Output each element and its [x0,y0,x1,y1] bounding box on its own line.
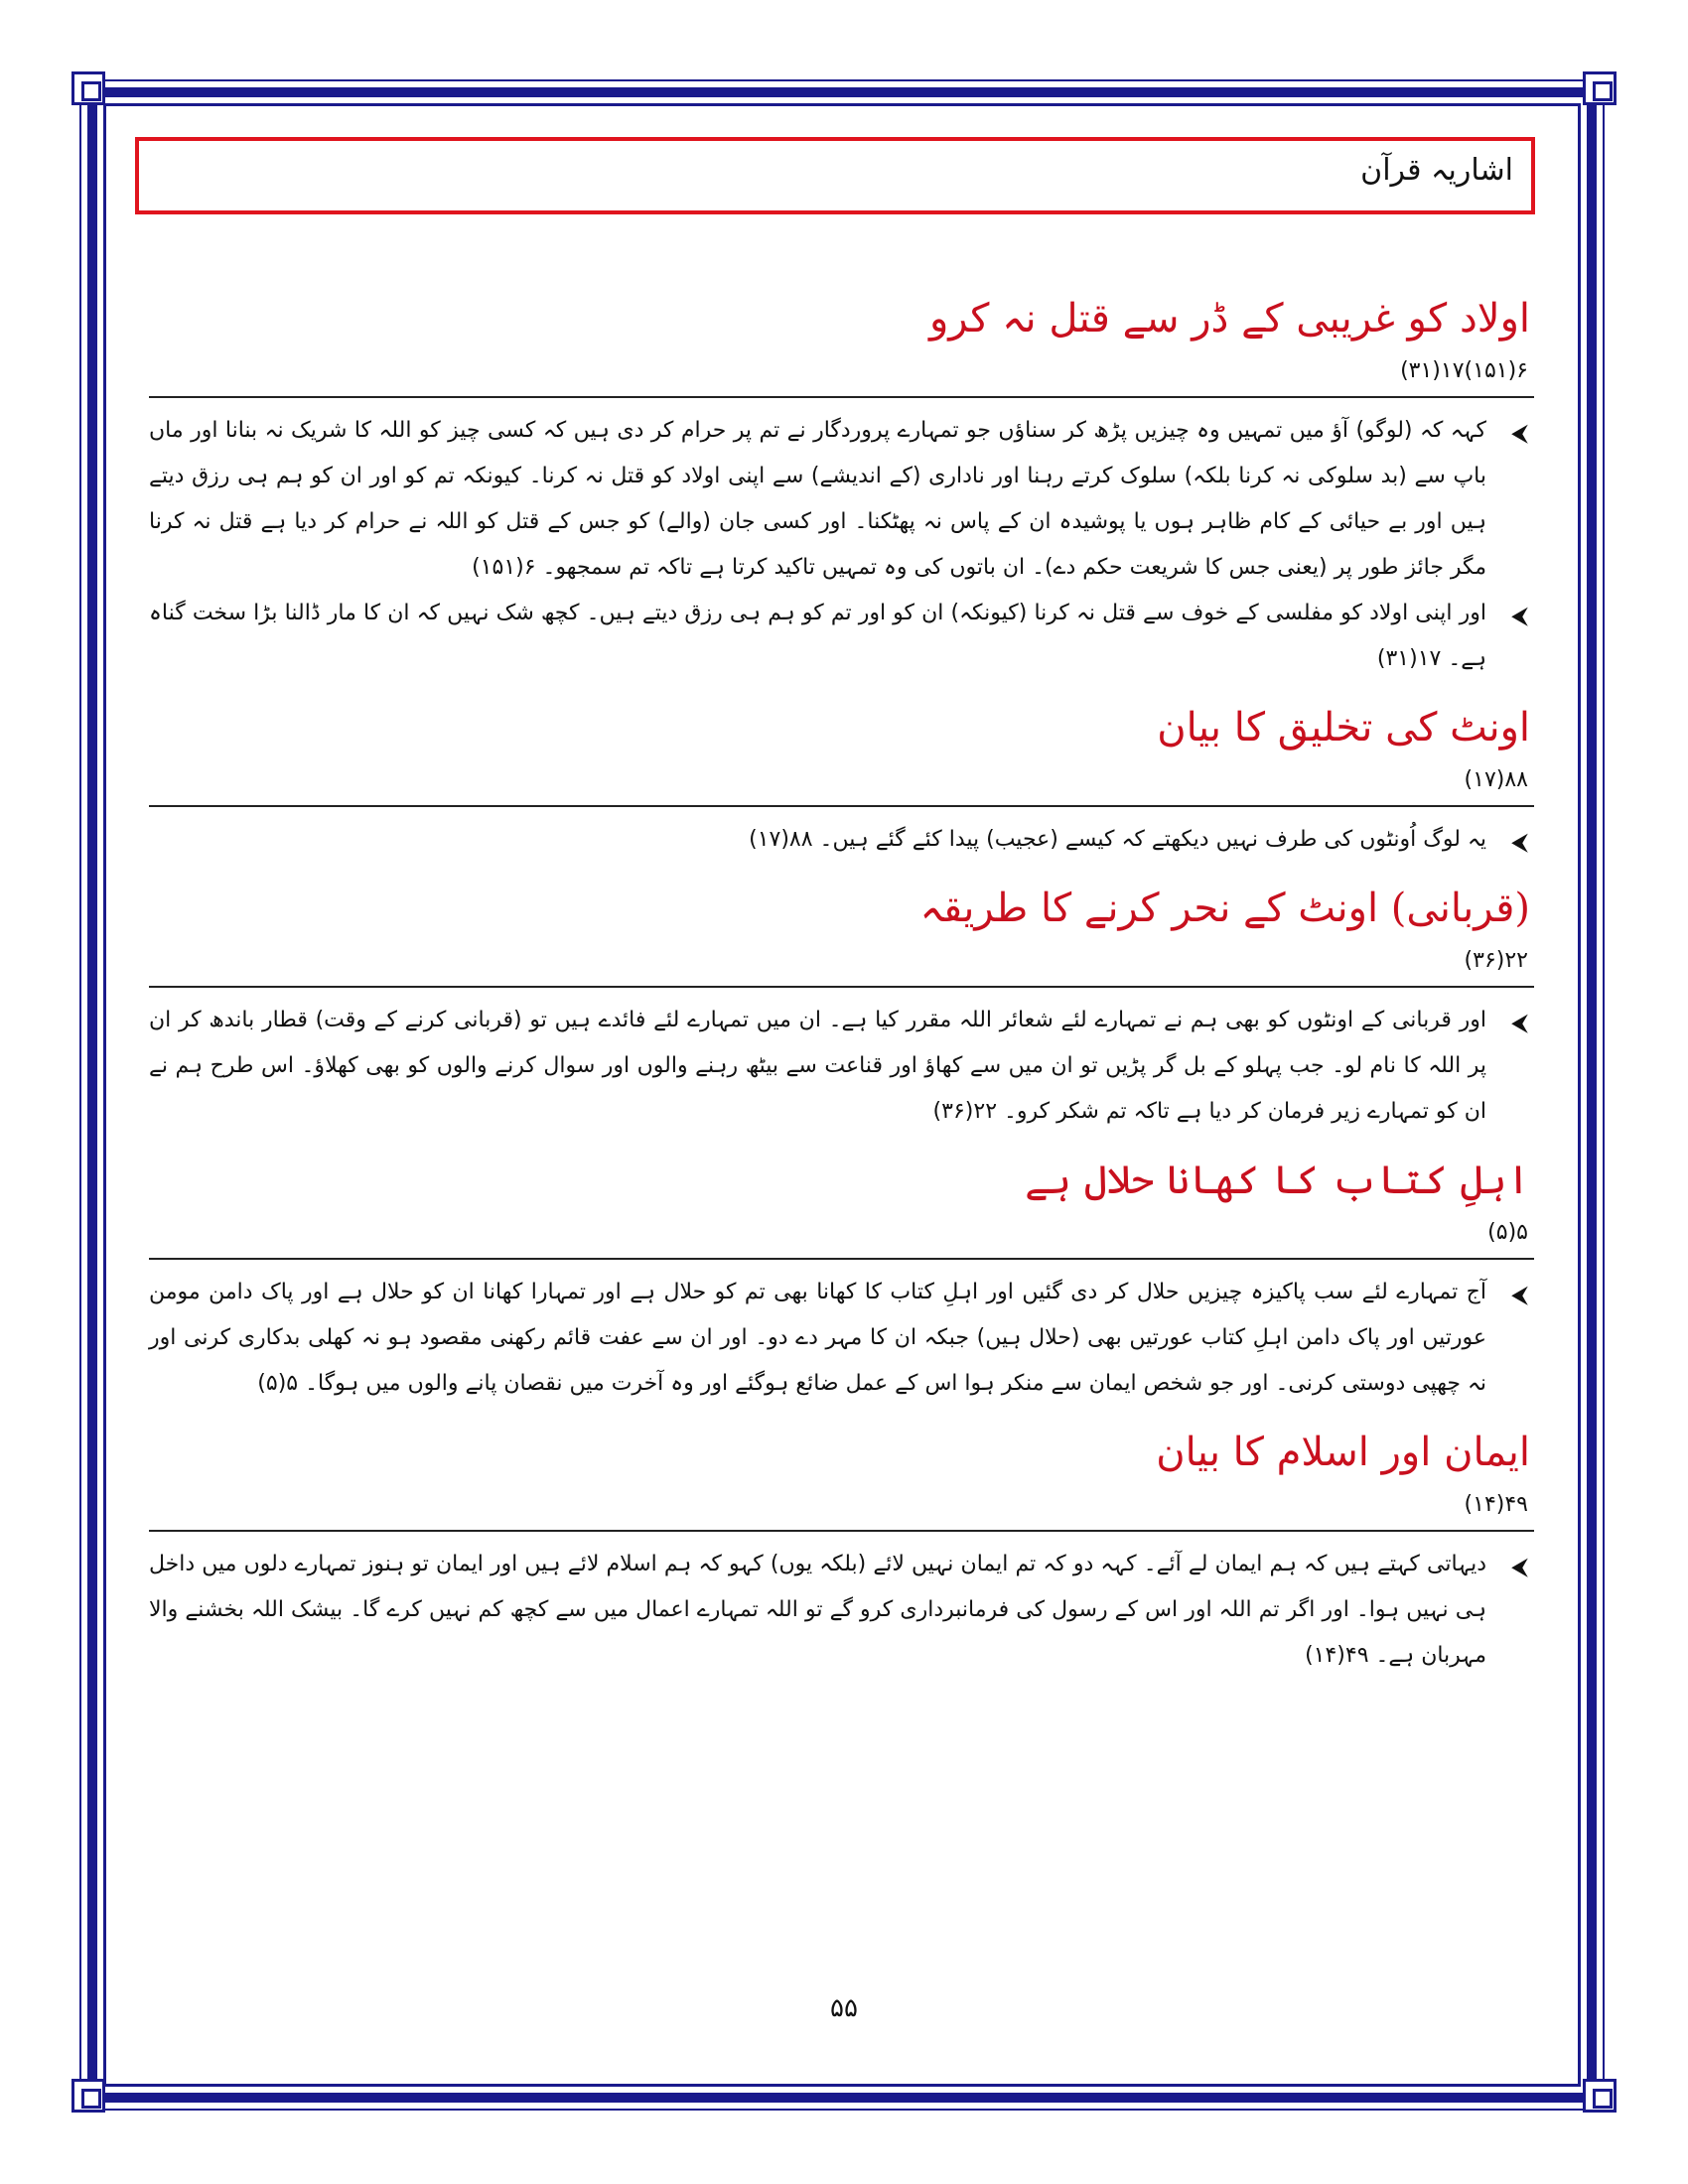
section-title: (قربانی) اونٹ کے نحر کرنے کا طریقہ [919,886,1530,931]
corner-ornament-top-left [71,71,105,105]
section-divider [149,986,1534,988]
section-divider [149,805,1534,807]
section [149,1417,1534,1679]
section-title: اہلِ کتاب کا کھانا حلال ہے [1025,1158,1530,1203]
verse-item [149,1542,1534,1679]
section-reference: ۶(۱۵۱)۱۷(۳۱) [1400,358,1528,383]
section-title: ایمان اور اسلام کا بیان [1156,1430,1530,1475]
section-reference: ۵(۵) [1487,1220,1528,1245]
section-divider [149,1258,1534,1260]
arrow-bullet-icon: ⮜ [1510,602,1528,629]
corner-ornament-bottom-left [71,2079,105,2113]
verse-item [149,1270,1534,1407]
arrow-bullet-icon: ⮜ [1510,1009,1528,1036]
content [149,283,1534,1689]
verse-item [149,817,1534,863]
section-reference: ۸۸(۱۷) [1464,767,1528,792]
verse-text: آج تمہارے لئے سب پاکیزہ چیزیں حلال کر دی گئیں اور اہلِ کتاب کا کھانا بھی تم کو حلال ہے اور تمہارا کھانا ان کو حلال ہے اور پاک دامن مومن عورتیں اور پاک دامن اہلِ کتاب عورتیں بھی (حلال ہیں) جبکہ ان کا مہر دے دو۔ اور ان سے عفت قائم رکھنی مقصود ہو نہ کھلی بدکاری کرنی اور نہ چھپی دوستی کرنی۔ اور جو شخص ایمان سے منکر ہوا اس کے عمل ضائع ہوگئے اور وہ آخرت میں نقصان پانے والوں میں ہوگا۔ ۵(۵) [149,1280,1486,1396]
header-box [135,137,1535,214]
verse-item [149,408,1534,591]
section-title: اولاد کو غریبی کے ڈر سے قتل نہ کرو [928,296,1530,341]
section [149,692,1534,863]
verse-text: یہ لوگ اُونٹوں کی طرف نہیں دیکھتے کہ کیسے (عجیب) پیدا کئے گئے ہیں۔ ۸۸(۱۷) [749,827,1486,852]
section-reference: ۴۹(۱۴) [1464,1492,1528,1517]
arrow-bullet-icon: ⮜ [1510,828,1528,856]
corner-ornament-bottom-right [1583,2079,1617,2113]
verse-item [149,591,1534,682]
arrow-bullet-icon: ⮜ [1510,1281,1528,1308]
page-number: ۵۵ [830,1993,858,2023]
verse-text: اور اپنی اولاد کو مفلسی کے خوف سے قتل نہ کرنا (کیونکہ) ان کو اور تم کو ہم ہی رزق دیتے ہیں۔ کچھ شک نہیں کہ ان کا مار ڈالنا بڑا سخت گناہ ہے۔ ۱۷(۳۱) [149,601,1486,671]
arrow-bullet-icon: ⮜ [1510,1553,1528,1580]
verse-text: اور قربانی کے اونٹوں کو بھی ہم نے تمہارے لئے شعائر اللہ مقرر کیا ہے۔ ان میں تمہارے لئے فائدے ہیں تو (قربانی کرنے کے وقت) قطار باندھ کر ان پر اللہ کا نام لو۔ جب پہلو کے بل گر پڑیں تو ان میں سے کھاؤ اور قناعت سے بیٹھ رہنے والوں اور سوال کرنے والوں کو بھی کھلاؤ۔ اس طرح ہم نے ان کو تمہارے زیر فرمان کر دیا ہے تاکہ تم شکر کرو۔ ۲۲(۳۶) [149,1008,1486,1124]
section-divider [149,1530,1534,1532]
arrow-bullet-icon: ⮜ [1510,419,1528,447]
section-title: اونٹ کی تخلیق کا بیان [1157,705,1530,751]
section [149,873,1534,1135]
section-divider [149,396,1534,398]
verse-text: دیہاتی کہتے ہیں کہ ہم ایمان لے آئے۔ کہہ دو کہ تم ایمان نہیں لائے (بلکہ یوں) کہو کہ ہم اسلام لائے ہیں اور ایمان تو ہنوز تمہارے دلوں میں داخل ہی نہیں ہوا۔ اور اگر تم اللہ اور اس کے رسول کی فرمانبرداری کرو گے تو اللہ تمہارے اعمال میں سے کچھ کم نہیں کرے گا۔ بیشک اللہ بخشنے والا مہربان ہے۔ ۴۹(۱۴) [149,1552,1486,1668]
section [149,283,1534,682]
verse-item [149,998,1534,1135]
section-reference: ۲۲(۳۶) [1464,948,1528,973]
corner-ornament-top-right [1583,71,1617,105]
verse-text: کہہ کہ (لوگو) آؤ میں تمہیں وہ چیزیں پڑھ کر سناؤں جو تمہارے پروردگار نے تم پر حرام کر دی ہیں کہ کسی چیز کو اللہ کا شریک نہ بنانا اور ماں باپ سے (بد سلوکی نہ کرنا بلکہ) سلوک کرتے رہنا اور ناداری (کے اندیشے) سے اپنی اولاد کو قتل نہ کرنا۔ کیونکہ تم کو اور ان کو ہم ہی رزق دیتے ہیں اور بے حیائی کے کام ظاہر ہوں یا پوشیدہ ان کے پاس نہ پھٹکنا۔ اور کسی جان (والے) کو جس کے قتل کو اللہ نے حرام کر دیا ہے قتل نہ کرنا مگر جائز طور پر (یعنی جس کا شریعت حکم دے)۔ ان باتوں کی وہ تمہیں تاکید کرتا ہے تاکہ تم سمجھو۔ ۶(۱۵۱) [149,418,1486,580]
section [149,1145,1534,1407]
header-title: اشاریہ قرآن [1360,153,1513,188]
